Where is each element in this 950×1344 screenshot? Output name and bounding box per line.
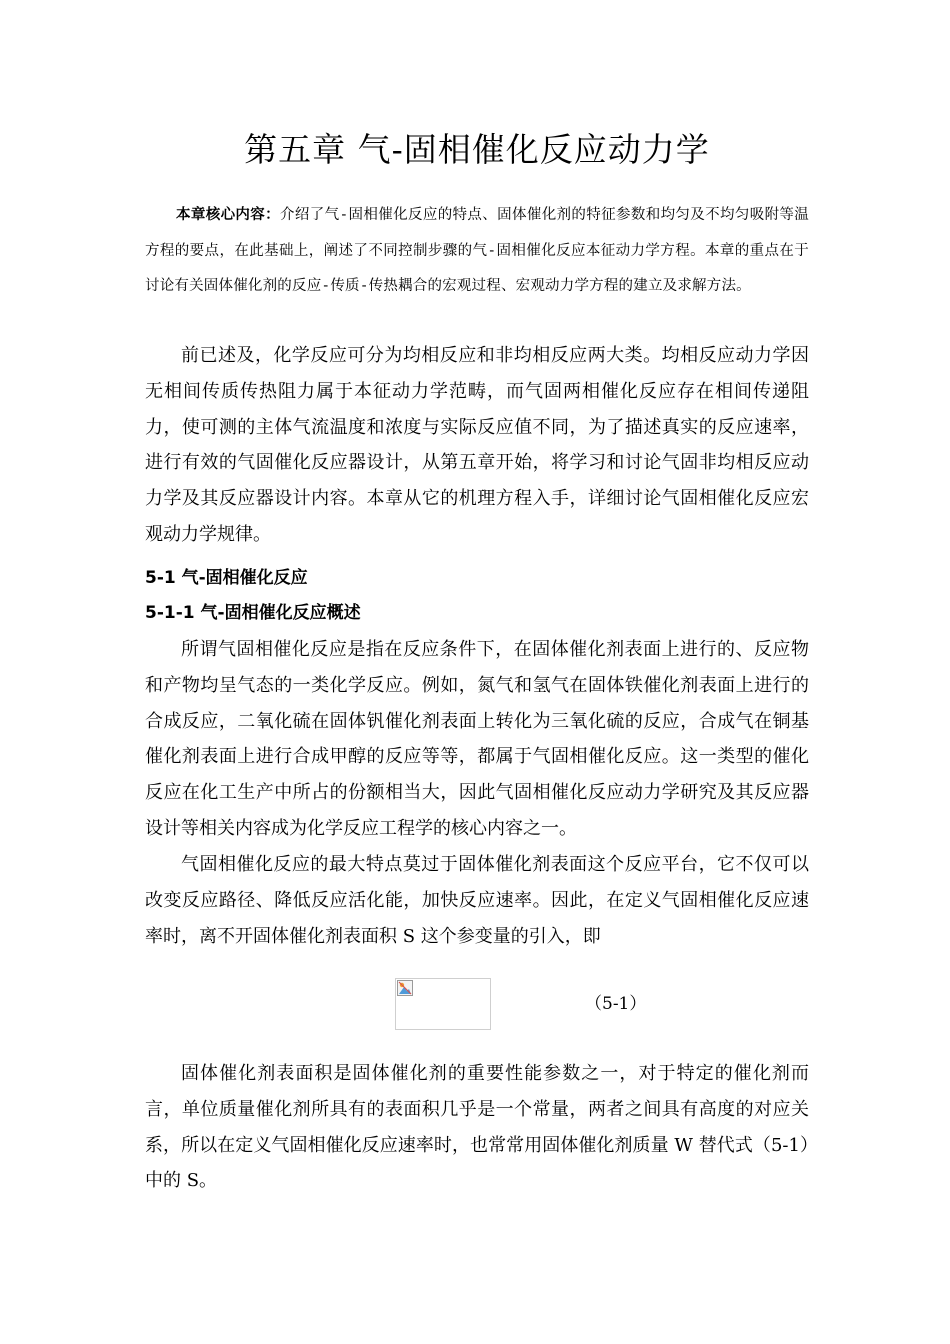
equation-image-placeholder xyxy=(395,978,491,1030)
section-heading: 5-1 气-固相催化反应 xyxy=(145,568,308,588)
broken-image-icon xyxy=(397,980,413,996)
equation-row xyxy=(145,978,809,1032)
feature-paragraph: 气固相催化反应的最大特点莫过于固体催化剂表面这个反应平台，它不仅可以改变反应路径、降低反应活化能，加快反应速率。因此，在定义气固相催化反应速率时，离不开固体催化剂表面积 S 这个参变量的引入，即 xyxy=(145,854,809,947)
overview-paragraph: 所谓气固相催化反应是指在反应条件下，在固体催化剂表面上进行的、反应物和产物均呈气态的一类化学反应。例如，氮气和氢气在固体铁催化剂表面上进行的合成反应，二氧化硫在固体钒催化剂表面上转化为三氧化硫的反应，合成气在铜基催化剂表面上进行合成甲醇的反应等等，都属于气固相催化反应。这一类型的催化反应在化工生产中所占的份额相当大，因此气固相催化反应动力学研究及其反应器设计等相关内容成为化学反应工程学的核心内容之一。 xyxy=(145,639,809,839)
intro-paragraph: 前已述及，化学反应可分为均相反应和非均相反应两大类。均相反应动力学因无相间传质传热阻力属于本征动力学范畴，而气固两相催化反应存在相间传递阻力，使可测的主体气流温度和浓度与实际反应值不同，为了描述真实的反应速率，进行有效的气固催化反应器设计，从第五章开始，将学习和讨论气固非均相反应动力学及其反应器设计内容。本章从它的机理方程入手，详细讨论气固相催化反应宏观动力学规律。 xyxy=(145,345,809,545)
equation-number: （5-1） xyxy=(585,994,647,1014)
abstract-lead: 本章核心内容： xyxy=(176,207,281,223)
chapter-abstract xyxy=(145,198,809,305)
chapter-title: 第五章 气-固相催化反应动力学 xyxy=(244,130,710,169)
subsection-heading: 5-1-1 气-固相催化反应概述 xyxy=(145,603,361,623)
surface-paragraph: 固体催化剂表面积是固体催化剂的重要性能参数之一，对于特定的催化剂而言，单位质量催化剂所具有的表面积几乎是一个常量，两者之间具有高度的对应关系，所以在定义气固相催化反应速率时，也常常用固体催化剂质量 W 替代式（5-1）中的 S。 xyxy=(145,1063,809,1192)
abstract-text: 介绍了气-固相催化反应的特点、固体催化剂的特征参数和均匀及不均匀吸附等温方程的要点，在此基础上，阐述了不同控制步骤的气-固相催化反应本征动力学方程。本章的重点在于讨论有关固体催化剂的反应-传质-传热耦合的宏观过程、宏观动力学方程的建立及求解方法。 xyxy=(145,207,809,295)
